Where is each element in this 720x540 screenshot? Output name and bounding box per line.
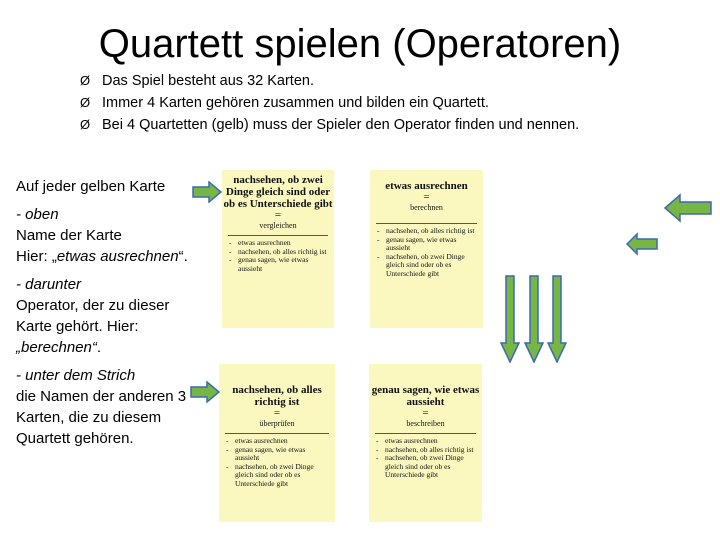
oben-example: etwas ausrechnen (56, 248, 179, 265)
arrow-left-icon (626, 232, 658, 256)
bullet-item: Ø Bei 4 Quartetten (gelb) muss der Spieler den Operator finden und nennen. (80, 114, 700, 136)
arrow-down-icon (500, 275, 520, 363)
card-related-list (369, 437, 482, 480)
list-item: - nachsehen, ob alles richtig ist (377, 226, 475, 235)
list-item: - nachsehen, ob zwei Dinge gleich sind oder ob es Unterschiede gibt (226, 461, 314, 488)
card-operator: beschreiben (406, 419, 445, 428)
slide-title: Quartett spielen (Operatoren) (98, 22, 622, 66)
divider (228, 235, 328, 236)
card-related-list (222, 239, 334, 273)
explanation-text (16, 176, 196, 456)
arrow-left-icon (664, 193, 712, 223)
card-related-list (219, 437, 335, 488)
divider (375, 433, 476, 434)
bullet-item: Ø Immer 4 Karten gehören zusammen und bilden ein Quartett. (80, 92, 700, 114)
list-item: - genau sagen, wie etwas aussieht (226, 444, 306, 462)
arrow-down-icon (547, 275, 567, 363)
explanation-oben: - oben Name der Karte Hier: „etwas ausrechnen“. (16, 206, 188, 265)
list-item: - nachsehen, ob alles richtig ist (229, 246, 327, 256)
card-beschreiben: genau sagen, wie etwas aussieht = beschreiben - etwas ausrechnen - nachsehen, ob alles richtig ist - nachsehen, ob zwei Dinge gleich sind oder ob es Unterschiede gibt (369, 364, 482, 522)
card-operator: überprüfen (259, 419, 295, 428)
divider (225, 433, 329, 434)
card-name: nachsehen, ob alles richtig ist (232, 384, 322, 408)
card-operator: vergleichen (259, 221, 297, 230)
divider (376, 223, 477, 224)
list-item: - etwas ausrechnen (229, 238, 291, 247)
explanation-strich (16, 365, 196, 449)
arrow-down-icon (524, 275, 544, 363)
card-ueberpruefen: nachsehen, ob alles richtig ist = überprüfen - etwas ausrechnen - genau sagen, wie etwas aussieht - nachsehen, ob zwei Dinge gleich sind oder ob es Unterschiede gibt (219, 364, 335, 522)
darunter-text: Operator, der zu dieser Karte gehört. Hier: (16, 297, 170, 335)
bullet-list (80, 70, 700, 136)
list-item: - etwas ausrechnen (376, 436, 438, 445)
card-name: genau sagen, wie etwas aussieht (371, 384, 480, 408)
list-item: - genau sagen, wie etwas aussieht (377, 234, 457, 252)
bullet-arrow-icon: Ø (80, 95, 91, 110)
list-item: - genau sagen, wie etwas aussieht (229, 255, 309, 273)
bullet-item: Ø Das Spiel besteht aus 32 Karten. (80, 70, 700, 92)
card-vergleichen: nachsehen, ob zwei Dinge gleich sind oder ob es Unterschiede gibt = vergleichen - etwas ausrechnen - nachsehen, ob alles richtig ist - genau sagen, wie etwas aussieht (222, 170, 334, 328)
darunter-label: - darunter (16, 276, 82, 293)
list-item: - nachsehen, ob zwei Dinge gleich sind oder ob es Unterschiede gibt (376, 453, 464, 479)
arrow-right-icon (192, 181, 222, 203)
explanation-darunter: - darunter Operator, der zu dieser Karte gehört. Hier: „berechnen“. (16, 276, 170, 356)
darunter-example: „berechnen“ (16, 339, 97, 356)
oben-text: Name der Karte (16, 227, 122, 244)
strich-label: - unter dem Strich (16, 367, 136, 384)
card-operator: berechnen (410, 203, 443, 212)
bullet-arrow-icon: Ø (80, 117, 91, 132)
list-item: - etwas ausrechnen (226, 436, 288, 445)
oben-label: - oben (16, 206, 59, 223)
card-berechnen: etwas ausrechnen = berechnen - nachsehen, ob alles richtig ist - genau sagen, wie etwas aussieht - nachsehen, ob zwei Dinge gleich sind oder ob es Unterschiede gibt (370, 170, 483, 328)
card-name: etwas ausrechnen (385, 180, 468, 192)
list-item: - nachsehen, ob zwei Dinge gleich sind oder ob es Unterschiede gibt (377, 251, 465, 278)
explanation-intro: Auf jeder gelben Karte (16, 178, 166, 195)
bullet-arrow-icon: Ø (80, 73, 91, 88)
strich-text: die Namen der anderen 3 Karten, die zu diesem Quartett gehören. (16, 388, 187, 447)
arrow-right-icon (190, 381, 220, 403)
card-related-list (370, 227, 483, 278)
list-item: - nachsehen, ob alles richtig ist (376, 444, 474, 454)
card-name: nachsehen, ob zwei Dinge gleich sind oder ob es Unterschiede gibt (223, 174, 333, 210)
